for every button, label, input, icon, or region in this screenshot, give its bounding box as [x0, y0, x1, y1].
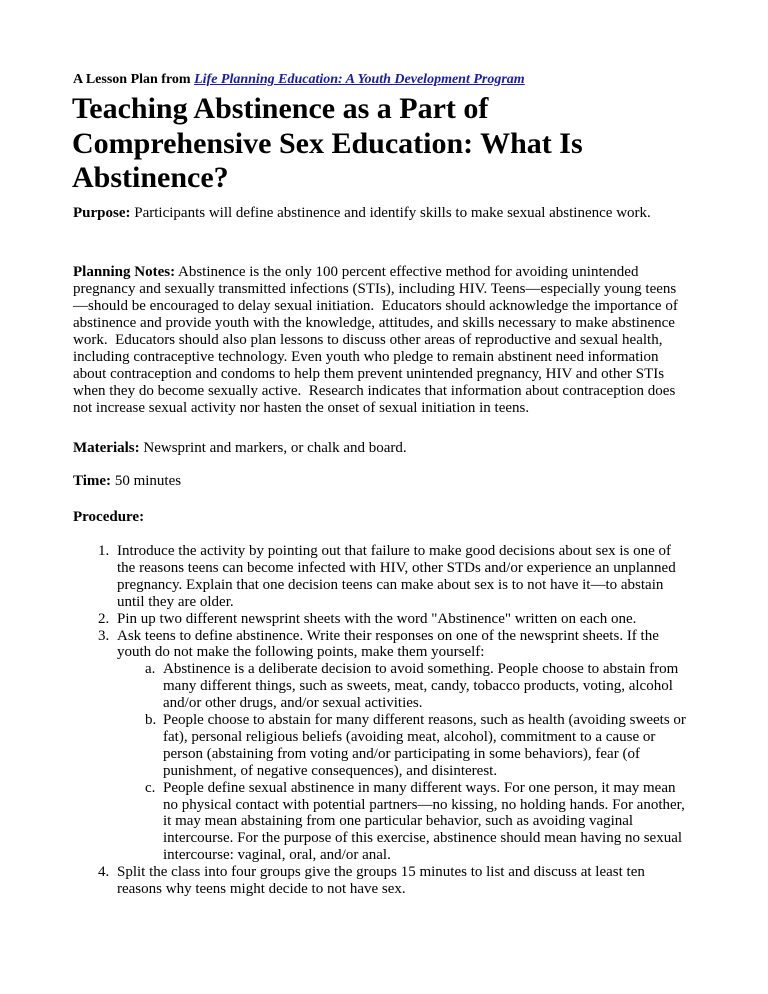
planning-notes-paragraph	[73, 264, 678, 417]
procedure-subitem-text: many different things, such as sweets, meat, candy, tobacco products, voting, alcohol	[163, 678, 673, 695]
time-text: 50 minutes	[111, 473, 182, 489]
planning-notes-line: Planning Notes: Abstinence is the only 100 percent effective method for avoiding unintended	[73, 264, 639, 280]
procedure-subitem-marker: b.	[145, 712, 157, 728]
page-title	[72, 92, 583, 196]
procedure-item-text: reasons why teens might decide to not have sex.	[117, 881, 406, 897]
procedure-subitem-text: People define sexual abstinence in many different ways. For one person, it may mean	[163, 779, 676, 796]
title-line: Teaching Abstinence as a Part of	[72, 92, 489, 125]
procedure-item-marker: 4.	[98, 864, 110, 881]
procedure-item-text: the reasons teens can become infected with HIV, other STDs and/or experience an unplanned	[117, 559, 676, 576]
procedure-subitem-text: person (abstaining from voting and/or participating in some behaviors), fear (of	[163, 745, 640, 762]
planning-notes-label: Planning Notes:	[73, 264, 176, 280]
procedure-label: Procedure:	[73, 509, 145, 525]
procedure-item-text: Ask teens to define abstinence. Write their responses on one of the newsprint sheets. If the	[117, 627, 659, 644]
procedure-item-text: pregnancy. Explain that one decision teens can make about sex is to not have it—to abstain	[117, 576, 664, 593]
purpose-text: Participants will define abstinence and identify skills to make sexual abstinence work.	[130, 205, 651, 221]
title-line: Abstinence?	[72, 161, 229, 194]
procedure-heading	[73, 509, 144, 526]
planning-notes-line: work. Educators should also plan lessons to discuss other areas of reproductive and sexual health,	[73, 332, 663, 348]
procedure-subitem-text: People choose to abstain for many different reasons, such as health (avoiding sweets or	[163, 712, 686, 728]
procedure-subitem-text: punishment, of negative consequences), and disinterest.	[163, 762, 498, 779]
procedure-subitem-text: intercourse. For the purpose of this exercise, abstinence should mean having no sexual	[163, 830, 683, 847]
procedure-subitem-text: it may mean abstaining from one particular behavior, such as avoiding vaginal	[163, 813, 634, 830]
planning-notes-line: —should be encouraged to delay sexual initiation. Educators should acknowledge the importance of	[73, 298, 678, 314]
planning-notes-line: pregnancy and sexually transmitted infections (STIs), including HIV. Teens—especially young teens	[73, 281, 677, 297]
procedure-subitem-text: fat), personal religious beliefs (avoiding meat, alcohol), commitment to a cause or	[163, 728, 656, 745]
header-prefix: A Lesson Plan from	[73, 72, 195, 87]
materials-text: Newsprint and markers, or chalk and board.	[139, 440, 407, 456]
procedure-item-text: Introduce the activity by pointing out that failure to make good decisions about sex is one of	[117, 543, 672, 559]
planning-notes-line: not increase sexual activity nor hasten the onset of sexual initiation in teens.	[73, 400, 530, 416]
time-paragraph	[73, 473, 181, 490]
purpose-label: Purpose:	[73, 205, 131, 221]
time-label: Time:	[73, 473, 112, 489]
materials-label: Materials:	[73, 440, 140, 456]
title-line: Comprehensive Sex Education: What Is	[72, 126, 583, 160]
planning-notes-line: when they do become sexually active. Research indicates that information about contraception does	[73, 383, 676, 399]
procedure-item-text: youth do not make the following points, make them yourself:	[117, 644, 485, 661]
procedure-subitem-text: and/or other drugs, and/or sexual activities.	[163, 695, 423, 712]
planning-notes-line: abstinence and provide youth with the knowledge, attitudes, and skills necessary to make abstinence	[73, 315, 675, 331]
procedure-item-text: Pin up two different newsprint sheets with the word "Abstinence" written on each one.	[117, 610, 637, 627]
procedure-subitem-text: Abstinence is a deliberate decision to avoid something. People choose to abstain from	[163, 661, 679, 678]
lesson-header	[73, 71, 525, 88]
procedure-subitem-text: no physical contact with potential partners—no kissing, no holding hands. For another,	[163, 796, 685, 813]
purpose-paragraph	[73, 205, 651, 222]
procedure-item-text: until they are older.	[117, 593, 234, 610]
planning-notes-line: about contraception and condoms to help them prevent unintended pregnancy, HIV and other STIs	[73, 366, 665, 382]
procedure-subitem-marker: c.	[145, 779, 156, 796]
procedure-item-marker: 2.	[98, 610, 110, 627]
program-link[interactable]: Life Planning Education: A Youth Development Program	[194, 72, 525, 87]
procedure-item-marker: 3.	[98, 627, 110, 644]
procedure-item-text: Split the class into four groups give the groups 15 minutes to list and discuss at least ten	[117, 864, 645, 881]
materials-paragraph	[73, 440, 407, 457]
procedure-subitem-text: intercourse: vaginal, oral, and/or anal.	[163, 847, 391, 864]
planning-notes-line: including contraceptive technology. Even youth who pledge to remain abstinent need information	[73, 349, 659, 365]
procedure-item-marker: 1.	[98, 543, 110, 559]
procedure-subitem-marker: a.	[145, 661, 156, 678]
